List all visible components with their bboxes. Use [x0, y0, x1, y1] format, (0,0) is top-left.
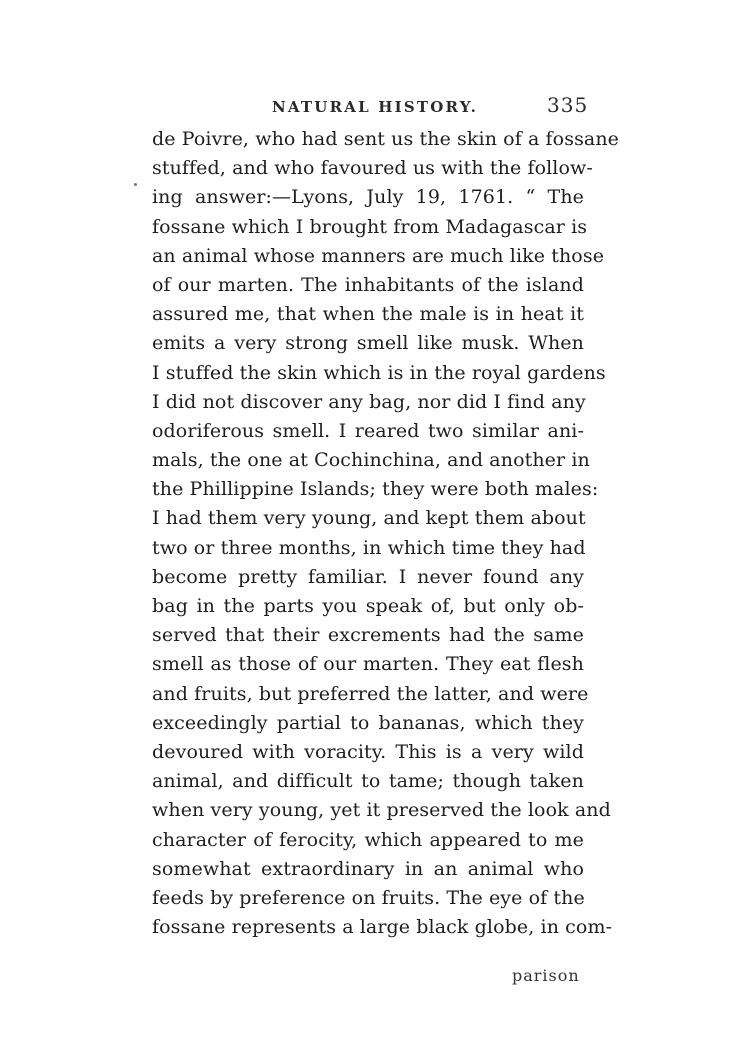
- text-line: an animal whose manners are much like those: [152, 244, 605, 267]
- text-line: emits a very strong smell like musk. When: [152, 332, 584, 355]
- text-line: I did not discover any bag, nor did I find any: [152, 390, 586, 413]
- text-line: odoriferous smell. I reared two similar ani-: [152, 419, 584, 442]
- text-line: fossane represents a large black globe, in com-: [152, 916, 613, 939]
- text-line: fossane which I brought from Madagascar is: [152, 215, 588, 238]
- text-line: de Poivre, who had sent us the skin of a fossane: [152, 128, 620, 150]
- catchword: parison: [512, 966, 580, 985]
- text-line: somewhat extraordinary in an animal who: [152, 857, 584, 880]
- margin-mark: [134, 183, 137, 186]
- running-title: NATURAL HISTORY.: [272, 98, 479, 116]
- text-line: and fruits, but preferred the latter, and were: [152, 682, 589, 705]
- page-number: 335: [547, 93, 589, 117]
- text-line: when very young, yet it preserved the look and: [152, 799, 611, 822]
- text-line: character of ferocity, which appeared to me: [152, 828, 584, 851]
- text-line: animal, and difficult to tame; though taken: [152, 770, 584, 793]
- text-line: served that their excrements had the same: [152, 624, 584, 647]
- text-line: stuffed, and who favoured us with the follow-: [152, 157, 593, 180]
- text-line: the Phillippine Islands; they were both males:: [152, 478, 599, 501]
- text-line: mals, the one at Cochinchina, and another in: [152, 449, 590, 472]
- text-line: ing answer:—Lyons, July 19, 1761. “ The: [152, 186, 584, 209]
- text-line: I stuffed the skin which is in the royal gardens: [152, 361, 606, 384]
- text-line: become pretty familiar. I never found any: [152, 565, 584, 588]
- text-line: exceedingly partial to bananas, which they: [152, 711, 584, 734]
- text-line: devoured with voracity. This is a very wild: [152, 740, 584, 763]
- text-line: smell as those of our marten. They eat flesh: [152, 653, 584, 676]
- text-line: two or three months, in which time they had: [152, 536, 586, 559]
- text-line: assured me, that when the male is in heat it: [152, 303, 584, 326]
- text-line: I had them very young, and kept them about: [152, 507, 586, 530]
- text-line: feeds by preference on fruits. The eye of the: [152, 886, 585, 909]
- text-line: of our marten. The inhabitants of the island: [152, 273, 584, 296]
- body-text: [152, 125, 620, 942]
- text-line: bag in the parts you speak of, but only ob-: [152, 595, 584, 617]
